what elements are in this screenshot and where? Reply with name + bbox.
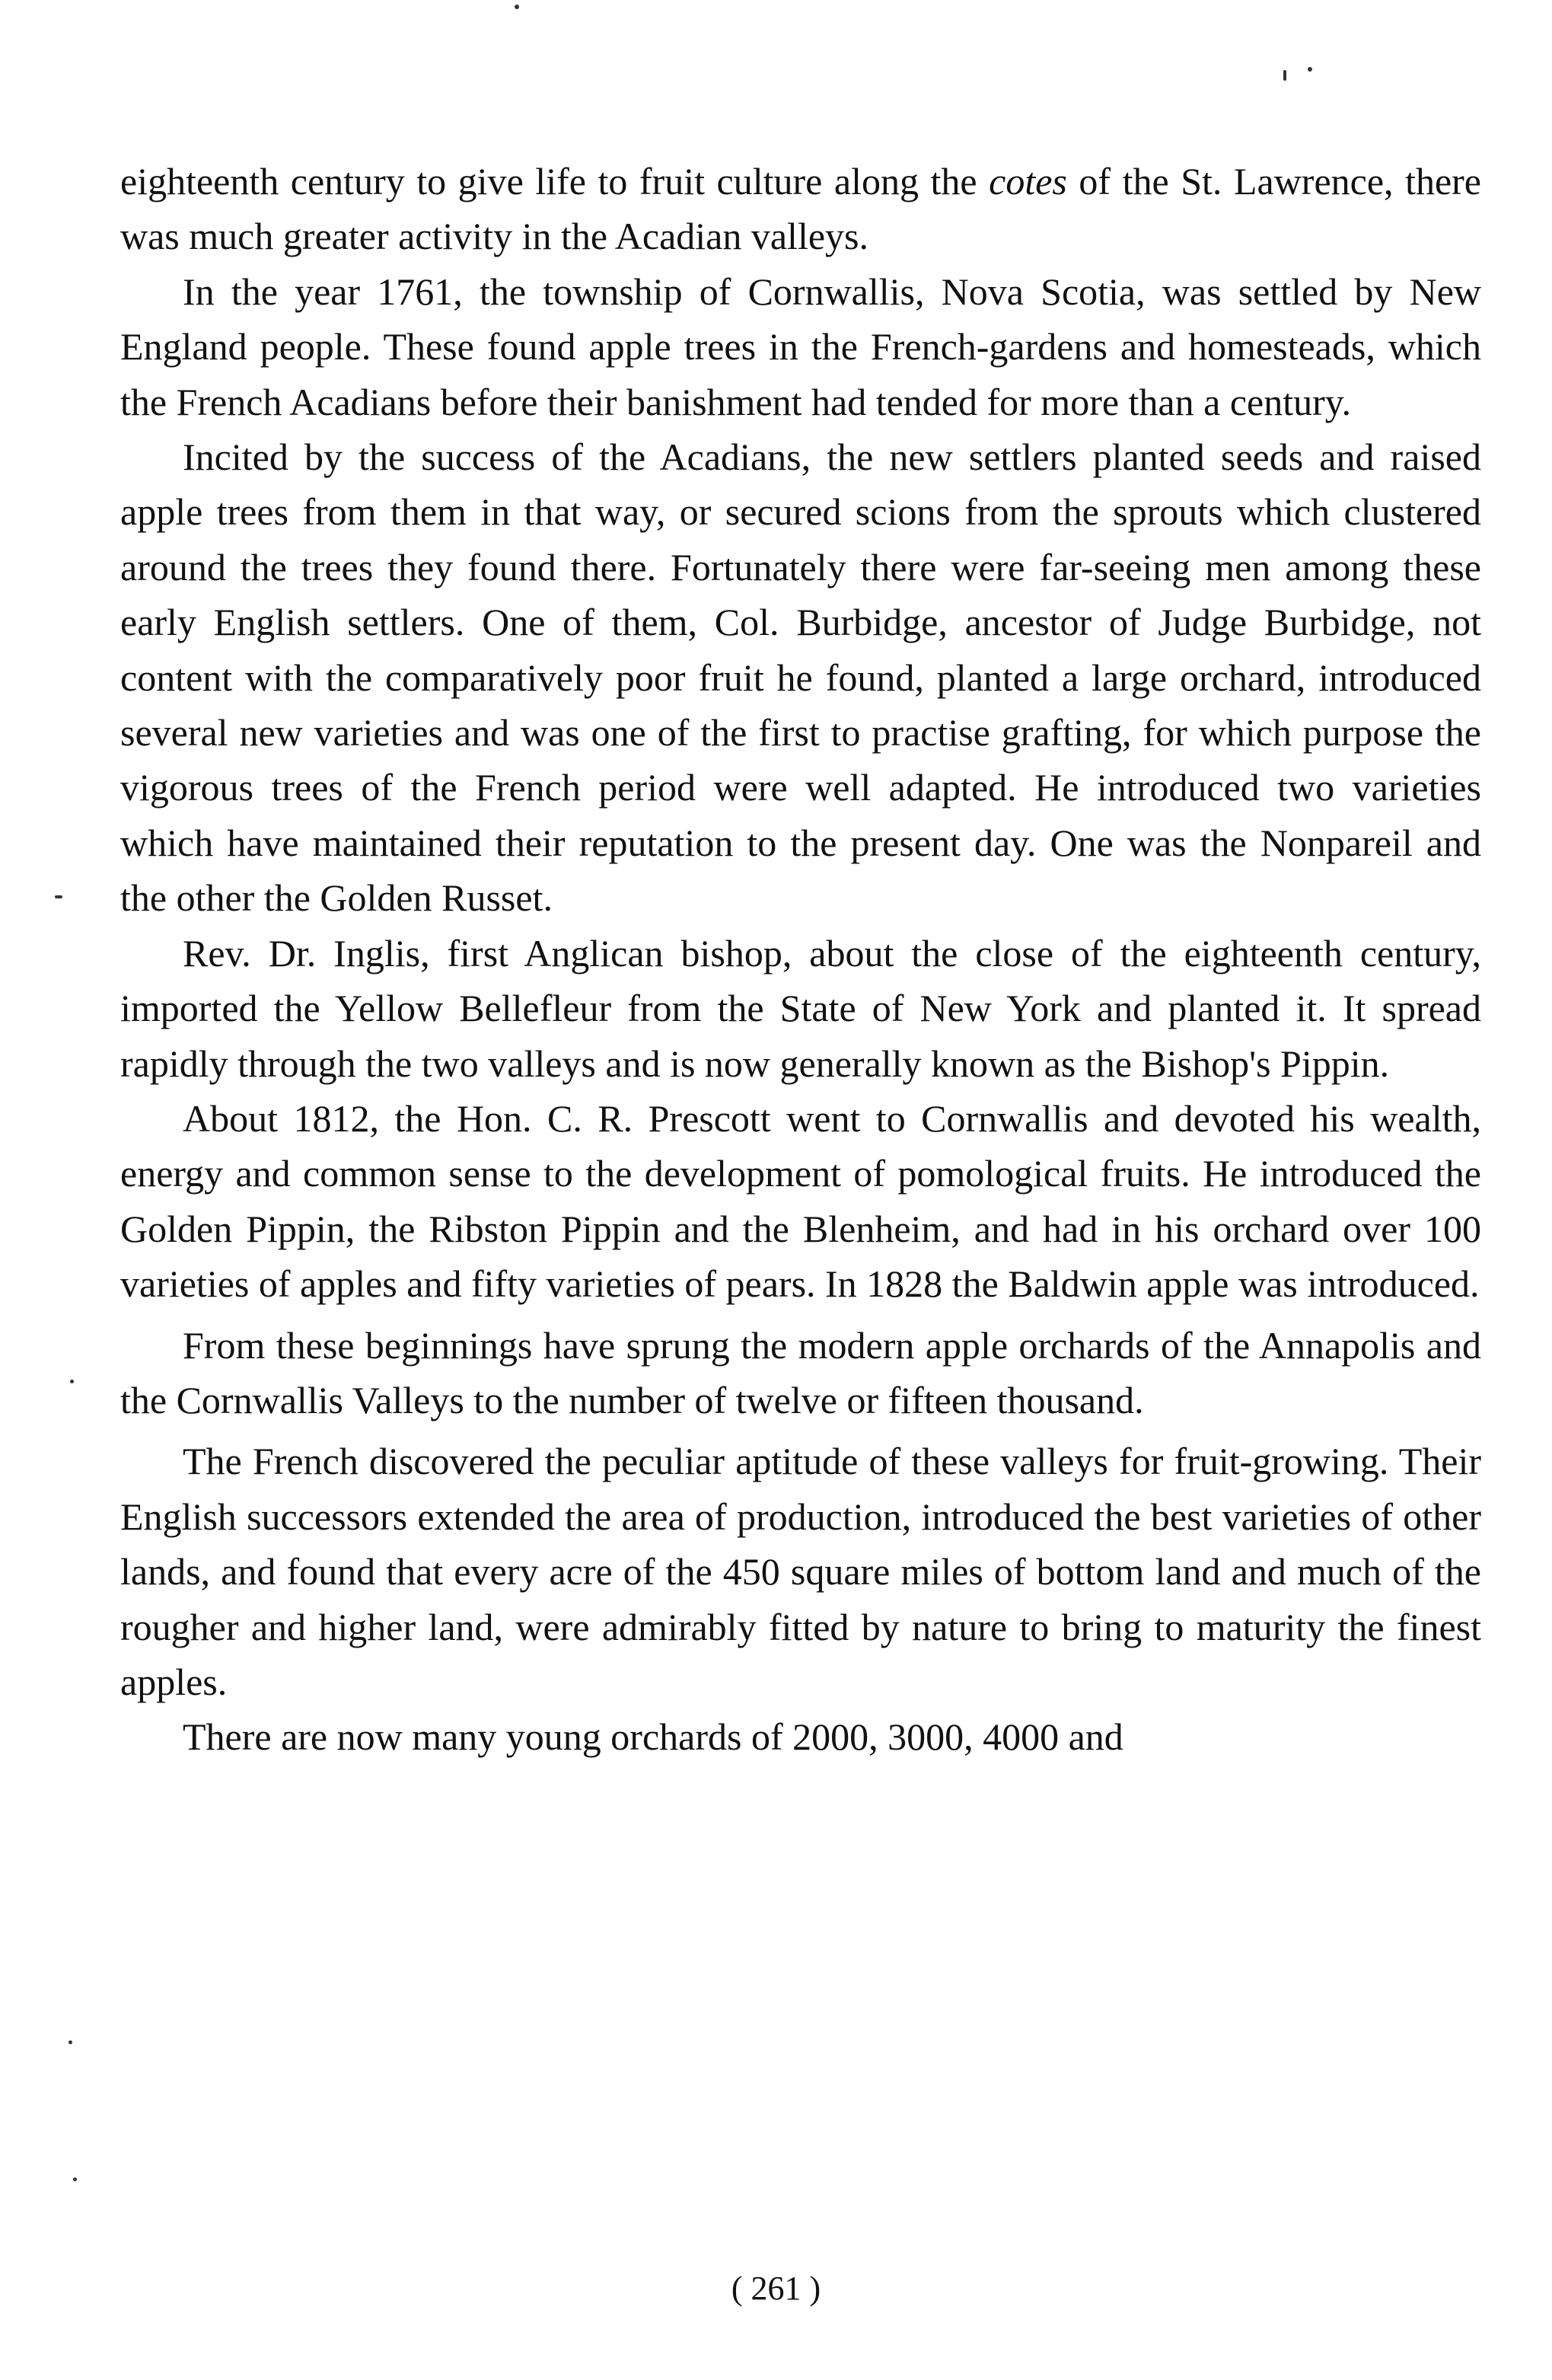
paragraph-cornwallis-settlement: In the year 1761, the township of Cornwallis, Nova Scotia, was settled by New England people. These found apple trees in the French-gardens and homesteads, which the French Acadians before their banishment had tended for more than a century. bbox=[120, 270, 1481, 423]
paragraph-young-orchards: There are now many young orchards of 2000, 3000, 4000 and bbox=[183, 1715, 1123, 1759]
paragraph-new-settlers: Incited by the success of the Acadians, the new settlers planted seeds and raised apple trees from them in that way, or secured scions from the sprouts which clustered around the trees they found there. Fortunately there were far-seeing men among these early English settlers. One of them, Col. Burbidge, ancestor of Judge Burbidge, not content with the comparatively poor fruit he found, planted a large orchard, introduced several new varieties and was one of the first to practise grafting, for which purpose the vigorous trees of the French period were well adapted. He introduced two varieties which have maintained their reputation to the present day. One was the Nonpareil and the other the Golden Russet. bbox=[120, 435, 1481, 920]
paragraph-french-discovery: The French discovered the peculiar aptitude of these valleys for fruit-growing. Their English successors extended the area of production, introduced the best varieties of other lands, and found that every acre of the 450 square miles of bottom land and much of the rougher and higher land, were admirably fitted by nature to bring to maturity the finest apples. bbox=[120, 1440, 1481, 1703]
paragraph-beginnings: From these beginnings have sprung the modern apple orchards of the Annapolis and the Cornwallis Valleys to the number of twelve or fifteen thousand. bbox=[120, 1323, 1481, 1421]
print-speck bbox=[70, 1380, 74, 1383]
paragraph-text: eighteenth century to give life to fruit culture along the bbox=[120, 160, 990, 203]
print-speck bbox=[55, 895, 62, 898]
book-page-text bbox=[120, 154, 1481, 1765]
print-speck bbox=[1308, 67, 1312, 72]
paragraph-continuation bbox=[120, 154, 1481, 264]
print-speck bbox=[515, 5, 519, 9]
print-speck bbox=[1283, 70, 1286, 81]
italic-term: cotes bbox=[989, 160, 1067, 203]
print-speck bbox=[69, 2040, 72, 2044]
paragraph-bishop-inglis: Rev. Dr. Inglis, first Anglican bishop, about the close of the eighteenth century, imported the Yellow Bellefleur from the State of New York and planted it. It spread rapidly through the two valleys and is now generally known as the Bishop's Pippin. bbox=[120, 931, 1481, 1085]
paragraph-prescott: About 1812, the Hon. C. R. Prescott went to Cornwallis and devoted his wealth, energy and common sense to the development of pomological fruits. He introduced the Golden Pippin, the Ribston Pippin and the Blenheim, and had in his orchard over 100 varieties of apples and fifty varieties of pears. In 1828 the Baldwin apple was introduced. bbox=[120, 1096, 1481, 1306]
page-number: ( 261 ) bbox=[731, 2270, 821, 2307]
print-speck bbox=[73, 2177, 77, 2181]
paragraph-text: of the St. Lawrence, there was much greater activity in the Acadian valleys. bbox=[120, 160, 1481, 258]
